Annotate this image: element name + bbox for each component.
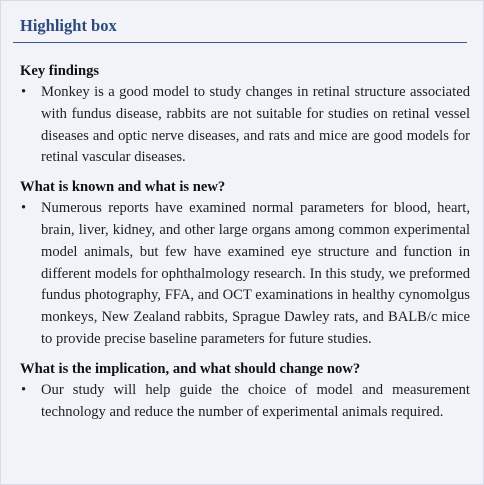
section-implication xyxy=(20,359,470,424)
bullet-text: Numerous reports have examined normal parameters for blood, heart, brain, liver, kidney, and other large organs among common experimental model animals, but few have examined eye structure and function in different models for ophthalmology research. In this study, we preformed fundus photography, FFA, and OCT examinations in healthy cynomolgus monkeys, New Zealand rabbits, Sprague Dawley rats, and BALB/c mice to provide precise baseline parameters for future studies. xyxy=(41,200,470,347)
bullet-list xyxy=(20,198,470,351)
section-heading: What is the implication, and what should change now? xyxy=(20,360,361,377)
section-heading: What is known and what is new? xyxy=(20,179,226,196)
bullet-list xyxy=(20,380,470,424)
bullet-text: Our study will help guide the choice of model and measurement technology and reduce the number of experimental animals required. xyxy=(41,381,470,420)
box-title: Highlight box xyxy=(20,16,117,35)
bullet-icon: • xyxy=(21,200,27,217)
section-heading: Key findings xyxy=(20,63,100,79)
bullet-icon: • xyxy=(21,84,27,100)
bullet-item xyxy=(20,82,470,169)
bullet-list xyxy=(20,82,470,169)
title-divider xyxy=(13,42,467,43)
bullet-icon: • xyxy=(21,381,27,398)
section-known-and-new xyxy=(20,177,470,351)
section-key-findings xyxy=(20,61,470,169)
bullet-text: Monkey is a good model to study changes in retinal structure associated with fundus disease, rabbits are not suitable for studies on retinal vessel diseases and optic nerve diseases, and rats and mice are good models for retinal vascular diseases. xyxy=(41,84,470,166)
bullet-item xyxy=(20,380,470,424)
bullet-item xyxy=(20,198,470,351)
highlight-content xyxy=(20,61,470,431)
